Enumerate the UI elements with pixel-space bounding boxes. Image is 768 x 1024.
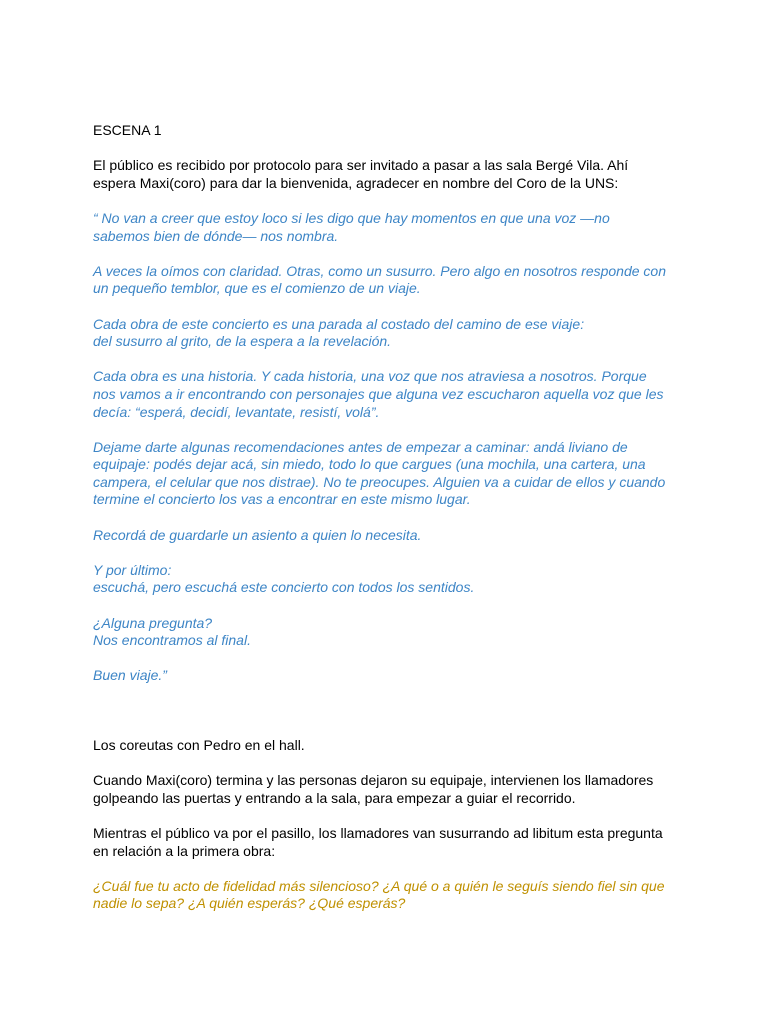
speech-line: del susurro al grito, de la espera a la revelación. <box>93 333 392 350</box>
stage-direction-paragraph <box>93 772 683 807</box>
spacer <box>93 755 683 773</box>
speech-paragraph <box>93 562 683 597</box>
whispered-question-paragraph <box>93 878 683 913</box>
speech-line: Cada obra de este concierto es una parada al costado del camino de ese viaje: <box>93 315 585 332</box>
intro-line: El público es recibido por protocolo para ser invitado a pasar a las sala Bergé Vila. Ahí <box>93 157 629 174</box>
speech-line: Recordá de guardarle un asiento a quien lo necesita. <box>93 526 422 543</box>
spacer <box>93 650 683 668</box>
spacer <box>93 807 683 825</box>
speech-line: Buen viaje.” <box>93 667 167 684</box>
speech-line: A veces la oímos con claridad. Otras, como un susurro. Pero algo en nosotros responde con <box>93 262 667 279</box>
stage-direction-paragraph <box>93 825 683 860</box>
stage-direction-line: golpeando las puertas y entrando a la sala, para empezar a guiar el recorrido. <box>93 789 576 806</box>
speech-line: termine el concierto los vas a encontrar en este mismo lugar. <box>93 491 471 508</box>
speech-paragraph <box>93 667 683 685</box>
spacer <box>93 245 683 263</box>
spacer <box>93 685 683 737</box>
speech-line: Cada obra es una historia. Y cada historia, una voz que nos atraviesa a nosotros. Porque <box>93 368 647 385</box>
question-line: ¿Cuál fue tu acto de fidelidad más silencioso? ¿A qué o a quién le seguís siendo fiel sin que <box>93 877 665 894</box>
intro-line: espera Maxi(coro) para dar la bienvenida, agradecer en nombre del Coro de la UNS: <box>93 174 619 191</box>
speech-paragraph <box>93 263 683 298</box>
speech-line: equipaje: podés dejar acá, sin miedo, todo lo que cargues (una mochila, una cartera, una <box>93 456 646 473</box>
question-line: nadie lo sepa? ¿A quién esperás? ¿Qué esperás? <box>93 895 406 912</box>
speech-paragraph <box>93 615 683 650</box>
spacer <box>93 192 683 210</box>
spacer <box>93 351 683 369</box>
speech-line: nos vamos a ir encontrando con personajes que alguna vez escucharon aquella voz que les <box>93 385 664 402</box>
spacer <box>93 140 683 158</box>
stage-direction-line: Cuando Maxi(coro) termina y las personas dejaron su equipaje, intervienen los llamadores <box>93 772 654 789</box>
speech-paragraph <box>93 316 683 351</box>
speech-paragraph <box>93 439 683 509</box>
document-page <box>93 122 683 913</box>
speech-line: Nos encontramos al final. <box>93 632 251 649</box>
speech-paragraph <box>93 210 683 245</box>
speech-line: escuchá, pero escuchá este concierto con todos los sentidos. <box>93 579 475 596</box>
spacer <box>93 421 683 439</box>
stage-direction-paragraph <box>93 737 683 755</box>
speech-line: Dejame darte algunas recomendaciones antes de empezar a caminar: andá liviano de <box>93 438 628 455</box>
speech-line: “ No van a creer que estoy loco si les digo que hay momentos en que una voz —no <box>93 209 610 226</box>
speech-line: decía: “esperá, decidí, levantate, resistí, volá”. <box>93 403 380 420</box>
stage-direction-line: Mientras el público va por el pasillo, los llamadores van susurrando ad libitum esta pregunta <box>93 824 663 841</box>
speech-line: Y por último: <box>93 561 172 578</box>
spacer <box>93 544 683 562</box>
spacer <box>93 597 683 615</box>
intro-paragraph <box>93 157 683 192</box>
spacer <box>93 298 683 316</box>
speech-line: ¿Alguna pregunta? <box>93 614 213 631</box>
speech-paragraph <box>93 527 683 545</box>
stage-direction-line: en relación a la primera obra: <box>93 842 276 859</box>
speech-line: campera, el celular que nos distrae). No te preocupes. Alguien va a cuidar de ellos y cuando <box>93 473 666 490</box>
spacer <box>93 509 683 527</box>
scene-heading: ESCENA 1 <box>93 122 162 138</box>
speech-line: sabemos bien de dónde— nos nombra. <box>93 227 339 244</box>
speech-line: un pequeño temblor, que es el comienzo de un viaje. <box>93 280 421 297</box>
spacer <box>93 860 683 878</box>
speech-paragraph <box>93 368 683 421</box>
stage-direction-line: Los coreutas con Pedro en el hall. <box>93 737 305 753</box>
